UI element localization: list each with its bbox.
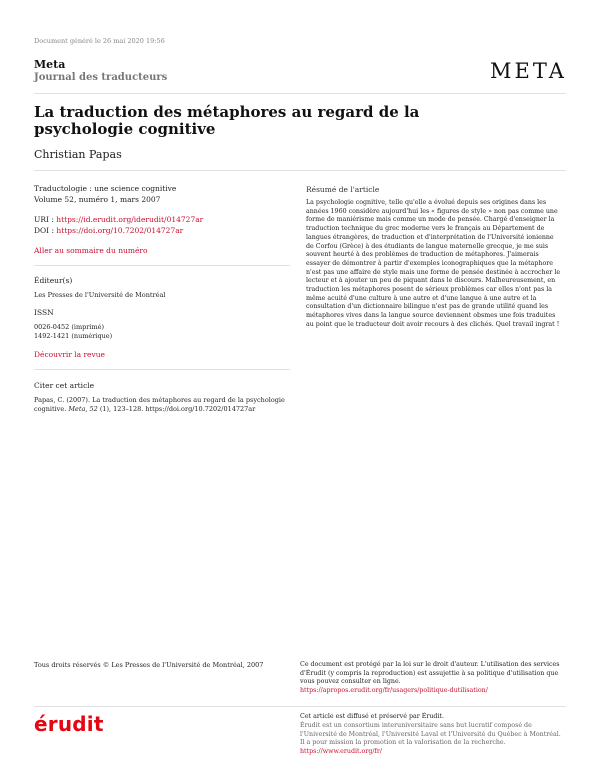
citation-volume: 52 (89, 405, 98, 413)
erudit-info (300, 713, 566, 757)
journal-subtitle: Journal des traducteurs (34, 72, 168, 83)
doi-link[interactable]: https://doi.org/10.7202/014727ar (56, 226, 184, 235)
issue-volume: Volume 52, numéro 1, mars 2007 (34, 195, 161, 204)
cite-heading: Citer cet article (34, 381, 95, 390)
divider (34, 265, 290, 266)
article-title: La traduction des métaphores au regard de la psychologie cognitive (34, 103, 420, 138)
publisher-name: Les Presses de l'Université de Montréal (34, 291, 166, 299)
divider (34, 369, 290, 370)
erudit-description: Érudit est un consortium interuniversitaire sans but lucratif composé de l'Université de Montréal, l'Université Laval et l'Université du Québec à Montréal. Il a pour mission la promotion et la valorisation de la recherche. (300, 721, 561, 747)
policy-link[interactable]: https://apropos.erudit.org/fr/usagers/politique-dutilisation/ (300, 686, 488, 694)
divider (34, 170, 566, 171)
usage-notice (300, 661, 566, 695)
doi-line (34, 226, 290, 237)
usage-text: Ce document est protégé par la loi sur le droit d'auteur. L'utilisation des services d'Érudit (y compris la reproduction) est assujettie à sa politique d'utilisation que vous pouvez consulter en ligne. (300, 661, 560, 686)
divider (34, 706, 566, 707)
meta-logo: META (490, 59, 567, 83)
citation-line-2: cognitive. Meta, 52 (1), 123–128. https://doi.org/10.7202/014727ar (34, 405, 256, 413)
uri-line (34, 215, 290, 226)
doi-label: DOI : (34, 226, 57, 235)
citation-line-1: Papas, C. (2007). La traduction des métaphores au regard de la psychologie (34, 396, 285, 404)
publisher-heading: Éditeur(s) (34, 276, 73, 285)
issn-heading: ISSN (34, 308, 54, 317)
issn-digital: 1492-1421 (numérique) (34, 332, 113, 340)
rights-notice: Tous droits réservés © Les Presses de l'Université de Montréal, 2007 (34, 661, 264, 669)
divider (34, 93, 566, 94)
journal-name: Meta (34, 58, 66, 71)
discover-link[interactable]: Découvrir la revue (34, 350, 105, 359)
generated-date: Document généré le 26 mai 2020 19:56 (34, 37, 165, 45)
article-author: Christian Papas (34, 148, 122, 161)
issue-title: Traductologie : une science cognitive (34, 184, 177, 193)
erudit-logo: érudit (34, 712, 104, 736)
erudit-heading: Cet article est diffusé et préservé par Érudit. (300, 713, 444, 720)
summary-link[interactable]: Aller au sommaire du numéro (34, 246, 148, 255)
erudit-link[interactable]: https://www.erudit.org/fr/ (300, 748, 382, 756)
abstract-heading: Résumé de l'article (306, 185, 380, 194)
abstract-text: La psychologie cognitive, telle qu'elle a évolué depuis ses origines dans les années 1960 considère aujourd'hui les « figures de style » non pas comme une forme de maniérisme mais comme un mode de pensée. Chargé d'enseigner la traduction technique du grec moderne vers le français au Département de langues étrangères, de traduction et d'interprétation de l'Université ionienne de Corfou (Grèce) à des étudiants de langue maternelle grecque, je me suis souvent heurté à des problèmes de traduction de métaphores. J'aimerais essayer de démontrer à partir d'exemples iconographiques que la métaphore n'est pas une affaire de style mais une forme de pensée destinée à accrocher le lecteur et à ajouter un peu de piquant dans le discours. Malheureusement, en traduction les métaphores posent de sérieux problèmes car elles n'ont pas la même acuité d'une culture à une autre et d'une langue à une autre et la consultation d'un dictionnaire bilingue n'est pas de grande utilité quand les métaphores vives dans la langue source deviennent obsmes une fois traduites au point que le traducteur doit avoir recours à des clichés. Quel travail ingrat ! (306, 199, 561, 328)
issn-print: 0026-0452 (imprimé) (34, 323, 105, 331)
citation-journal: Meta (68, 405, 86, 413)
uri-label: URI : (34, 215, 57, 224)
uri-link[interactable]: https://id.erudit.org/iderudit/014727ar (56, 215, 204, 224)
